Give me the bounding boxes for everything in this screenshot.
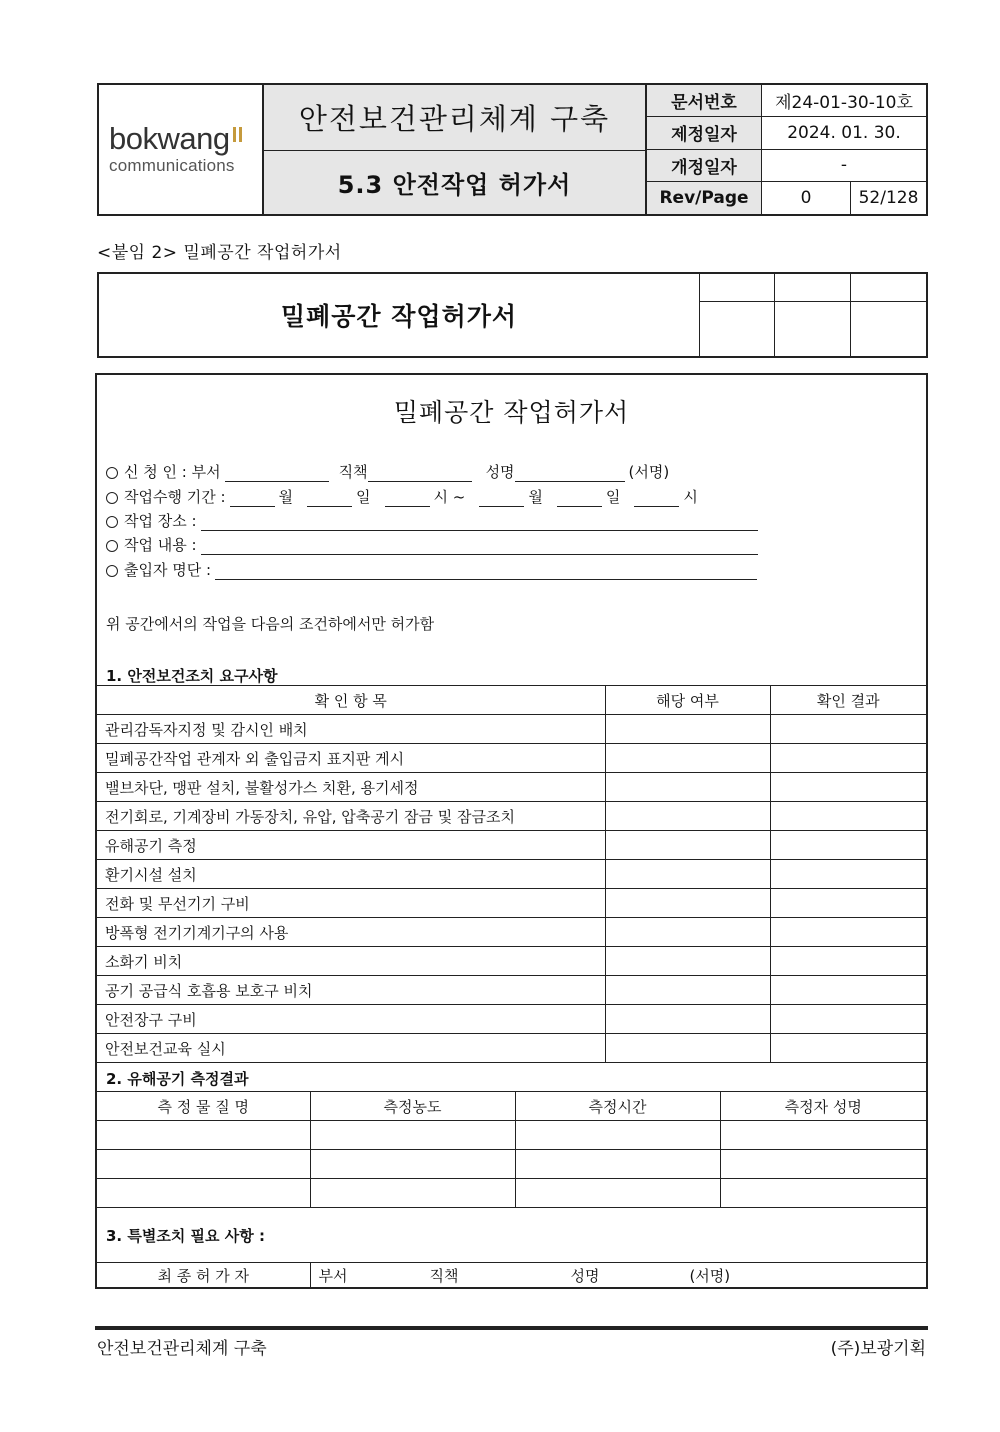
applicable-cell[interactable] bbox=[605, 773, 770, 802]
column-header-item: 확 인 항 목 bbox=[97, 686, 605, 715]
table-row bbox=[97, 918, 926, 947]
check-item-label: 안전보건교육 실시 bbox=[97, 1034, 605, 1063]
applicable-cell[interactable] bbox=[605, 918, 770, 947]
circle-bullet-icon bbox=[106, 467, 118, 479]
column-header-result: 확인 결과 bbox=[770, 686, 926, 715]
approval-header-cell bbox=[775, 274, 850, 302]
meta-value-revised: - bbox=[762, 150, 926, 182]
applicant-dept-field[interactable] bbox=[225, 466, 329, 482]
period-end-hour-field[interactable] bbox=[634, 491, 679, 507]
work-place-field[interactable] bbox=[201, 515, 758, 531]
approval-header-cell bbox=[851, 274, 926, 302]
section3-title: 3. 특별조치 필요 사항 : bbox=[106, 1227, 265, 1245]
check-item-label: 전화 및 무선기기 구비 bbox=[97, 889, 605, 918]
table-row bbox=[97, 715, 926, 744]
document-header bbox=[97, 83, 928, 216]
result-cell[interactable] bbox=[770, 976, 926, 1005]
result-cell[interactable] bbox=[770, 889, 926, 918]
permit-condition-sentence: 위 공간에서의 작업을 다음의 조건하에서만 허가함 bbox=[106, 615, 435, 633]
period-end-day-field[interactable] bbox=[557, 491, 602, 507]
circle-bullet-icon bbox=[106, 516, 118, 528]
logo-bars-icon bbox=[233, 127, 242, 142]
table-row bbox=[97, 773, 926, 802]
final-approver-table bbox=[97, 1262, 926, 1288]
applicable-cell[interactable] bbox=[605, 1034, 770, 1063]
work-place-row: 작업 장소 : bbox=[106, 511, 762, 531]
applicant-row: 신 청 인 : 부서 직책 성명 (서명) bbox=[106, 462, 669, 482]
table-row bbox=[97, 976, 926, 1005]
table-row bbox=[97, 1179, 926, 1208]
table-row bbox=[97, 744, 926, 773]
table-row bbox=[97, 831, 926, 860]
applicant-name-field[interactable] bbox=[515, 466, 625, 482]
logo-subtitle: communications bbox=[109, 156, 235, 175]
approval-header-cell bbox=[700, 274, 775, 302]
column-header-measurer: 측정자 성명 bbox=[720, 1092, 926, 1121]
check-item-label: 방폭형 전기기계기구의 사용 bbox=[97, 918, 605, 947]
table-row bbox=[97, 947, 926, 976]
result-cell[interactable] bbox=[770, 715, 926, 744]
applicant-position-field[interactable] bbox=[368, 466, 472, 482]
work-content-field[interactable] bbox=[201, 539, 758, 555]
column-header-concentration: 측정농도 bbox=[310, 1092, 515, 1121]
approval-sign-cell[interactable] bbox=[775, 302, 850, 356]
column-header-applicable: 해당 여부 bbox=[605, 686, 770, 715]
section2-title: 2. 유해공기 측정결과 bbox=[106, 1070, 249, 1088]
table-row bbox=[97, 1005, 926, 1034]
check-item-label: 밸브차단, 맹판 설치, 불활성가스 치환, 용기세정 bbox=[97, 773, 605, 802]
applicable-cell[interactable] bbox=[605, 947, 770, 976]
meta-value-rev: 0 bbox=[762, 182, 851, 214]
period-start-hour-field[interactable] bbox=[385, 491, 430, 507]
result-cell[interactable] bbox=[770, 860, 926, 889]
applicable-cell[interactable] bbox=[605, 802, 770, 831]
period-start-month-field[interactable] bbox=[230, 491, 275, 507]
document-meta-table bbox=[647, 85, 926, 214]
permit-title: 밀폐공간 작업허가서 bbox=[99, 274, 700, 356]
applicable-cell[interactable] bbox=[605, 889, 770, 918]
meta-label-established: 제정일자 bbox=[647, 117, 762, 149]
period-start-day-field[interactable] bbox=[307, 491, 352, 507]
permit-form bbox=[95, 373, 928, 1289]
circle-bullet-icon bbox=[106, 540, 118, 552]
approval-grid bbox=[700, 274, 926, 356]
check-item-label: 밀폐공간작업 관계자 외 출입금지 표지판 게시 bbox=[97, 744, 605, 773]
document-title: 안전보건관리체계 구축 bbox=[264, 85, 645, 151]
period-end-month-field[interactable] bbox=[479, 491, 524, 507]
entrants-row: 출입자 명단 : bbox=[106, 560, 761, 580]
result-cell[interactable] bbox=[770, 802, 926, 831]
check-item-label: 소화기 비치 bbox=[97, 947, 605, 976]
entrants-field[interactable] bbox=[215, 564, 757, 580]
result-cell[interactable] bbox=[770, 1034, 926, 1063]
result-cell[interactable] bbox=[770, 831, 926, 860]
check-item-label: 안전장구 구비 bbox=[97, 1005, 605, 1034]
table-header-row bbox=[97, 686, 926, 715]
circle-bullet-icon bbox=[106, 565, 118, 577]
meta-label-doc-number: 문서번호 bbox=[647, 85, 762, 117]
table-header-row bbox=[97, 1092, 926, 1121]
circle-bullet-icon bbox=[106, 492, 118, 504]
approval-sign-cell[interactable] bbox=[851, 302, 926, 356]
applicable-cell[interactable] bbox=[605, 1005, 770, 1034]
check-item-label: 공기 공급식 호흡용 보호구 비치 bbox=[97, 976, 605, 1005]
check-item-label: 유해공기 측정 bbox=[97, 831, 605, 860]
table-row bbox=[97, 1263, 926, 1288]
form-title: 밀폐공간 작업허가서 bbox=[393, 398, 630, 427]
applicable-cell[interactable] bbox=[605, 715, 770, 744]
document-subtitle: 5.3 안전작업 허가서 bbox=[264, 151, 645, 214]
final-approver-sign: (서명) bbox=[689, 1266, 731, 1285]
meta-label-rev-page: Rev/Page bbox=[647, 182, 762, 214]
final-approver-dept: 부서 bbox=[318, 1266, 348, 1285]
result-cell[interactable] bbox=[770, 773, 926, 802]
column-header-time: 측정시간 bbox=[515, 1092, 720, 1121]
table-row bbox=[97, 889, 926, 918]
section1-title: 1. 안전보건조치 요구사항 bbox=[106, 667, 278, 685]
work-period-row: 작업수행 기간 : 월 일 시 ~ 월 일 시 bbox=[106, 487, 698, 507]
meta-value-page: 52/128 bbox=[858, 187, 919, 208]
applicable-cell[interactable] bbox=[605, 976, 770, 1005]
final-approver-name: 성명 bbox=[570, 1266, 600, 1285]
attachment-caption: <붙임 2> 밀폐공간 작업허가서 bbox=[97, 243, 342, 263]
check-item-label: 전기회로, 기계장비 가동장치, 유압, 압축공기 잠금 및 잠금조치 bbox=[97, 802, 605, 831]
approval-sign-cell[interactable] bbox=[700, 302, 775, 356]
safety-measures-table bbox=[97, 685, 926, 1063]
footer-right: (주)보광기획 bbox=[830, 1339, 926, 1359]
applicable-cell[interactable] bbox=[605, 860, 770, 889]
table-row bbox=[97, 1150, 926, 1179]
meta-value-doc-number: 제24-01-30-10호 bbox=[762, 85, 926, 117]
footer-rule bbox=[95, 1326, 928, 1330]
meta-label-revised: 개정일자 bbox=[647, 150, 762, 182]
applicable-cell[interactable] bbox=[605, 831, 770, 860]
result-cell[interactable] bbox=[770, 744, 926, 773]
applicable-cell[interactable] bbox=[605, 744, 770, 773]
table-row bbox=[97, 1121, 926, 1150]
result-cell[interactable] bbox=[770, 918, 926, 947]
check-item-label: 관리감독자지정 및 감시인 배치 bbox=[97, 715, 605, 744]
company-logo bbox=[99, 85, 264, 214]
table-row bbox=[97, 1034, 926, 1063]
gas-measurement-table bbox=[97, 1091, 926, 1208]
meta-value-established: 2024. 01. 30. bbox=[762, 117, 926, 149]
permit-title-box bbox=[97, 272, 928, 358]
table-row bbox=[97, 860, 926, 889]
column-header-substance: 측 정 물 질 명 bbox=[97, 1092, 310, 1121]
final-approver-label: 최 종 허 가 자 bbox=[97, 1263, 310, 1288]
final-approver-position: 직책 bbox=[429, 1266, 459, 1285]
work-content-row: 작업 내용 : bbox=[106, 535, 762, 555]
result-cell[interactable] bbox=[770, 947, 926, 976]
logo-wordmark: bokwang bbox=[109, 121, 230, 156]
table-row bbox=[97, 802, 926, 831]
check-item-label: 환기시설 설치 bbox=[97, 860, 605, 889]
result-cell[interactable] bbox=[770, 1005, 926, 1034]
footer-left: 안전보건관리체계 구축 bbox=[97, 1339, 267, 1359]
